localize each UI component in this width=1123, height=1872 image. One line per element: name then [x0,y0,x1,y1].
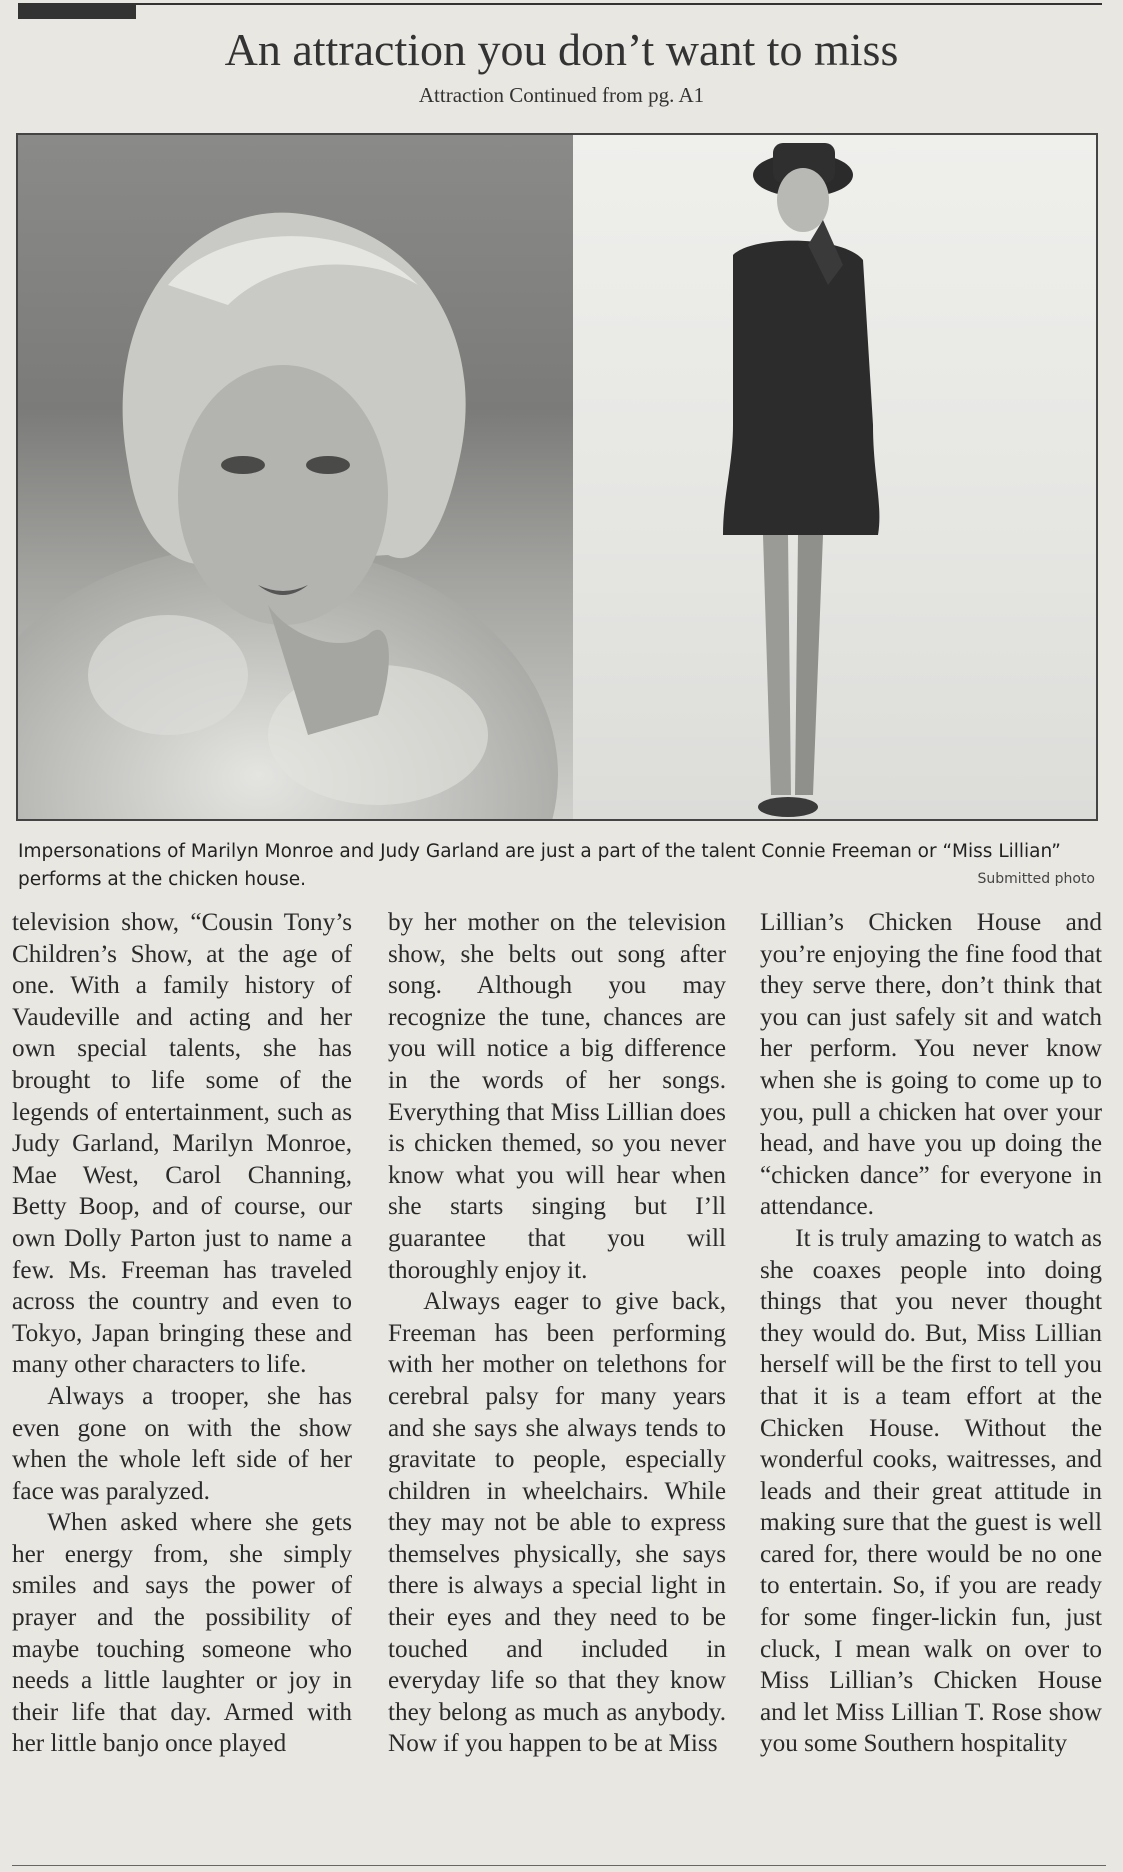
photo-frame [16,133,1098,821]
column-3-paragraph-2: It is truly amazing to watch as she coaxes people into doing things that you never thought they would do. But, Miss Lillian herself will be the first to tell you that it is a team effort at the Chicken House. Without the wonderful cooks, waitresses, and leads and their great attitude in making sure that the guest is well cared for, there would be no one to entertain. So, if you are ready for some finger-lickin fun, just cluck, I mean walk on over to Miss Lillian’s Chicken House and let Miss Lillian T. Rose show you some Southern hospitality [760,1224,1102,1758]
bottom-rule [12,1865,1106,1866]
article-column-1 [12,907,352,1862]
judy-figure-illustration [573,135,1098,819]
marilyn-monroe-photo [18,135,573,819]
photo-credit: Submitted photo [977,871,1095,887]
photo-caption: Impersonations of Marilyn Monroe and Judy Garland are just a part of the talent Connie Freeman or “Miss Lillian” performs at the chicken house. [18,841,1061,890]
column-2-paragraph-1: by her mother on the television show, she belts out song after song. Although you may recognize the tune, chances are you will notice a big difference in the words of her songs. Everything that Miss Lillian does is chicken themed, so you never know what you will hear when she starts singing but I’ll guarantee that you will thoroughly enjoy it. [388,909,726,1284]
top-rule [18,3,1102,5]
judy-garland-photo [573,135,1096,819]
article-column-3 [760,907,1102,1862]
continued-from-line: Attraction Continued from pg. A1 [418,83,705,107]
marilyn-portrait-illustration [18,135,573,819]
section-marker [18,3,136,19]
column-3-paragraph-1: Lillian’s Chicken House and you’re enjoying the fine food that they serve there, don’t think that you can just safely sit and watch her perform. You never know when she is going to come up to you, pull a chicken hat over your head, and have you up doing the “chicken dance” for everyone in attendance. [760,909,1102,1221]
article-column-2 [388,907,726,1862]
headline: An attraction you don’t want to miss [224,24,899,75]
column-1-paragraph-3: When asked where she gets her energy from, she simply smiles and says the power of prayer and the possibility of maybe touching someone who needs a little laughter or joy in their life that day. Armed with her little banjo once played [12,1509,352,1758]
column-1-paragraph-2: Always a trooper, she has even gone on with the show when the whole left side of her face was paralyzed. [12,1382,352,1505]
column-1-paragraph-1: television show, “Cousin Tony’s Children’s Show, at the age of one. With a family history of Vaudeville and acting and her own special talents, she has brought to life some of the legends of entertainment, such as Judy Garland, Marilyn Monroe, Mae West, Carol Channing, Betty Boop, and of course, our own Dolly Parton just to name a few. Ms. Freeman has traveled across the country and even to Tokyo, Japan bringing these and many other characters to life. [12,909,352,1379]
column-2-paragraph-2: Always eager to give back, Freeman has been performing with her mother on telethons for cerebral palsy for many years and she says she always tends to gravitate to people, especially children in wheelchairs. While they may not be able to express themselves physically, she says there is always a special light in their eyes and they need to be touched and included in everyday life so that they know they belong as much as anybody. Now if you happen to be at Miss [388,1288,726,1758]
